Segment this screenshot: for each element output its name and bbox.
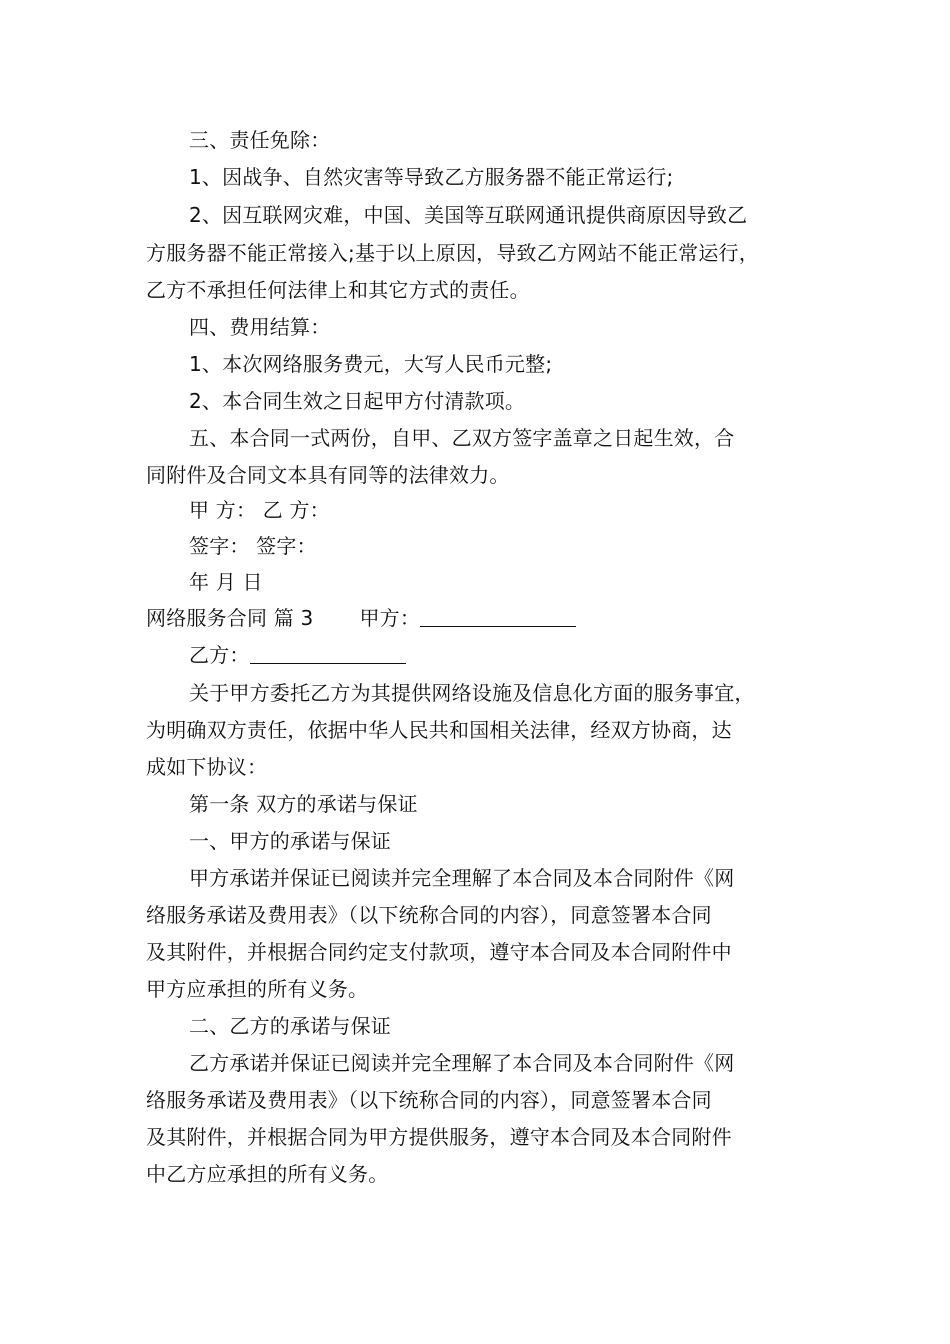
contract-title-line: [146, 604, 576, 632]
paragraph-line: 络服务承诺及费用表》（以下统称合同的内容），同意签署本合同: [146, 1088, 712, 1112]
paragraph-line: 2、本合同生效之日起甲方付清款项。: [189, 389, 526, 413]
paragraph-line: 同附件及合同文本具有同等的法律效力。: [146, 463, 510, 487]
paragraph-line: 方服务器不能正常接入;基于以上原因，导致乙方网站不能正常运行，: [146, 241, 759, 265]
date-line: 年 月 日: [189, 570, 263, 594]
paragraph-line: 及其附件，并根据合同约定支付款项，遵守本合同及本合同附件中: [146, 940, 732, 964]
party-label-line: 甲 方： 乙 方：: [189, 498, 330, 522]
party-b-blank: [250, 643, 406, 664]
party-b-label: 乙方：: [189, 643, 250, 667]
paragraph-line: 1、本次网络服务费元，大写人民币元整;: [189, 352, 553, 376]
party-a-label: 甲方：: [359, 606, 421, 630]
section-4-heading: 四、费用结算：: [189, 315, 331, 339]
paragraph-line: 及其附件，并根据合同为甲方提供服务，遵守本合同及本合同附件: [146, 1125, 732, 1149]
paragraph-line: 甲方承诺并保证已阅读并完全理解了本合同及本合同附件《网: [189, 866, 735, 890]
article-1-heading: 第一条 双方的承诺与保证: [189, 792, 418, 816]
subheading: 二、乙方的承诺与保证: [189, 1014, 391, 1038]
paragraph-line: 络服务承诺及费用表》（以下统称合同的内容），同意签署本合同: [146, 903, 712, 927]
paragraph-line: 为明确双方责任，依据中华人民共和国相关法律，经双方协商，达: [146, 718, 732, 742]
paragraph-line: 1、因战争、自然灾害等导致乙方服务器不能正常运行;: [189, 165, 674, 189]
section-3-heading: 三、责任免除：: [189, 128, 331, 152]
party-b-line: [189, 641, 406, 669]
paragraph-line: 乙方不承担任何法律上和其它方式的责任。: [146, 278, 530, 302]
paragraph-line: 成如下协议：: [146, 755, 268, 779]
paragraph-line: 乙方承诺并保证已阅读并完全理解了本合同及本合同附件《网: [189, 1051, 735, 1075]
paragraph-line: 中乙方应承担的所有义务。: [146, 1162, 389, 1186]
paragraph-line: 2、因互联网灾难，中国、美国等互联网通讯提供商原因导致乙: [189, 203, 748, 227]
subheading: 一、甲方的承诺与保证: [189, 829, 391, 853]
contract-title: 网络服务合同 篇 3: [146, 606, 314, 630]
paragraph-line: 五、本合同一式两份，自甲、乙双方签字盖章之日起生效，合: [189, 426, 735, 450]
party-a-blank: [420, 606, 576, 627]
signature-label-line: 签字： 签字：: [189, 534, 317, 558]
paragraph-line: 关于甲方委托乙方为其提供网络设施及信息化方面的服务事宜，: [189, 681, 755, 705]
paragraph-line: 甲方应承担的所有义务。: [146, 977, 369, 1001]
